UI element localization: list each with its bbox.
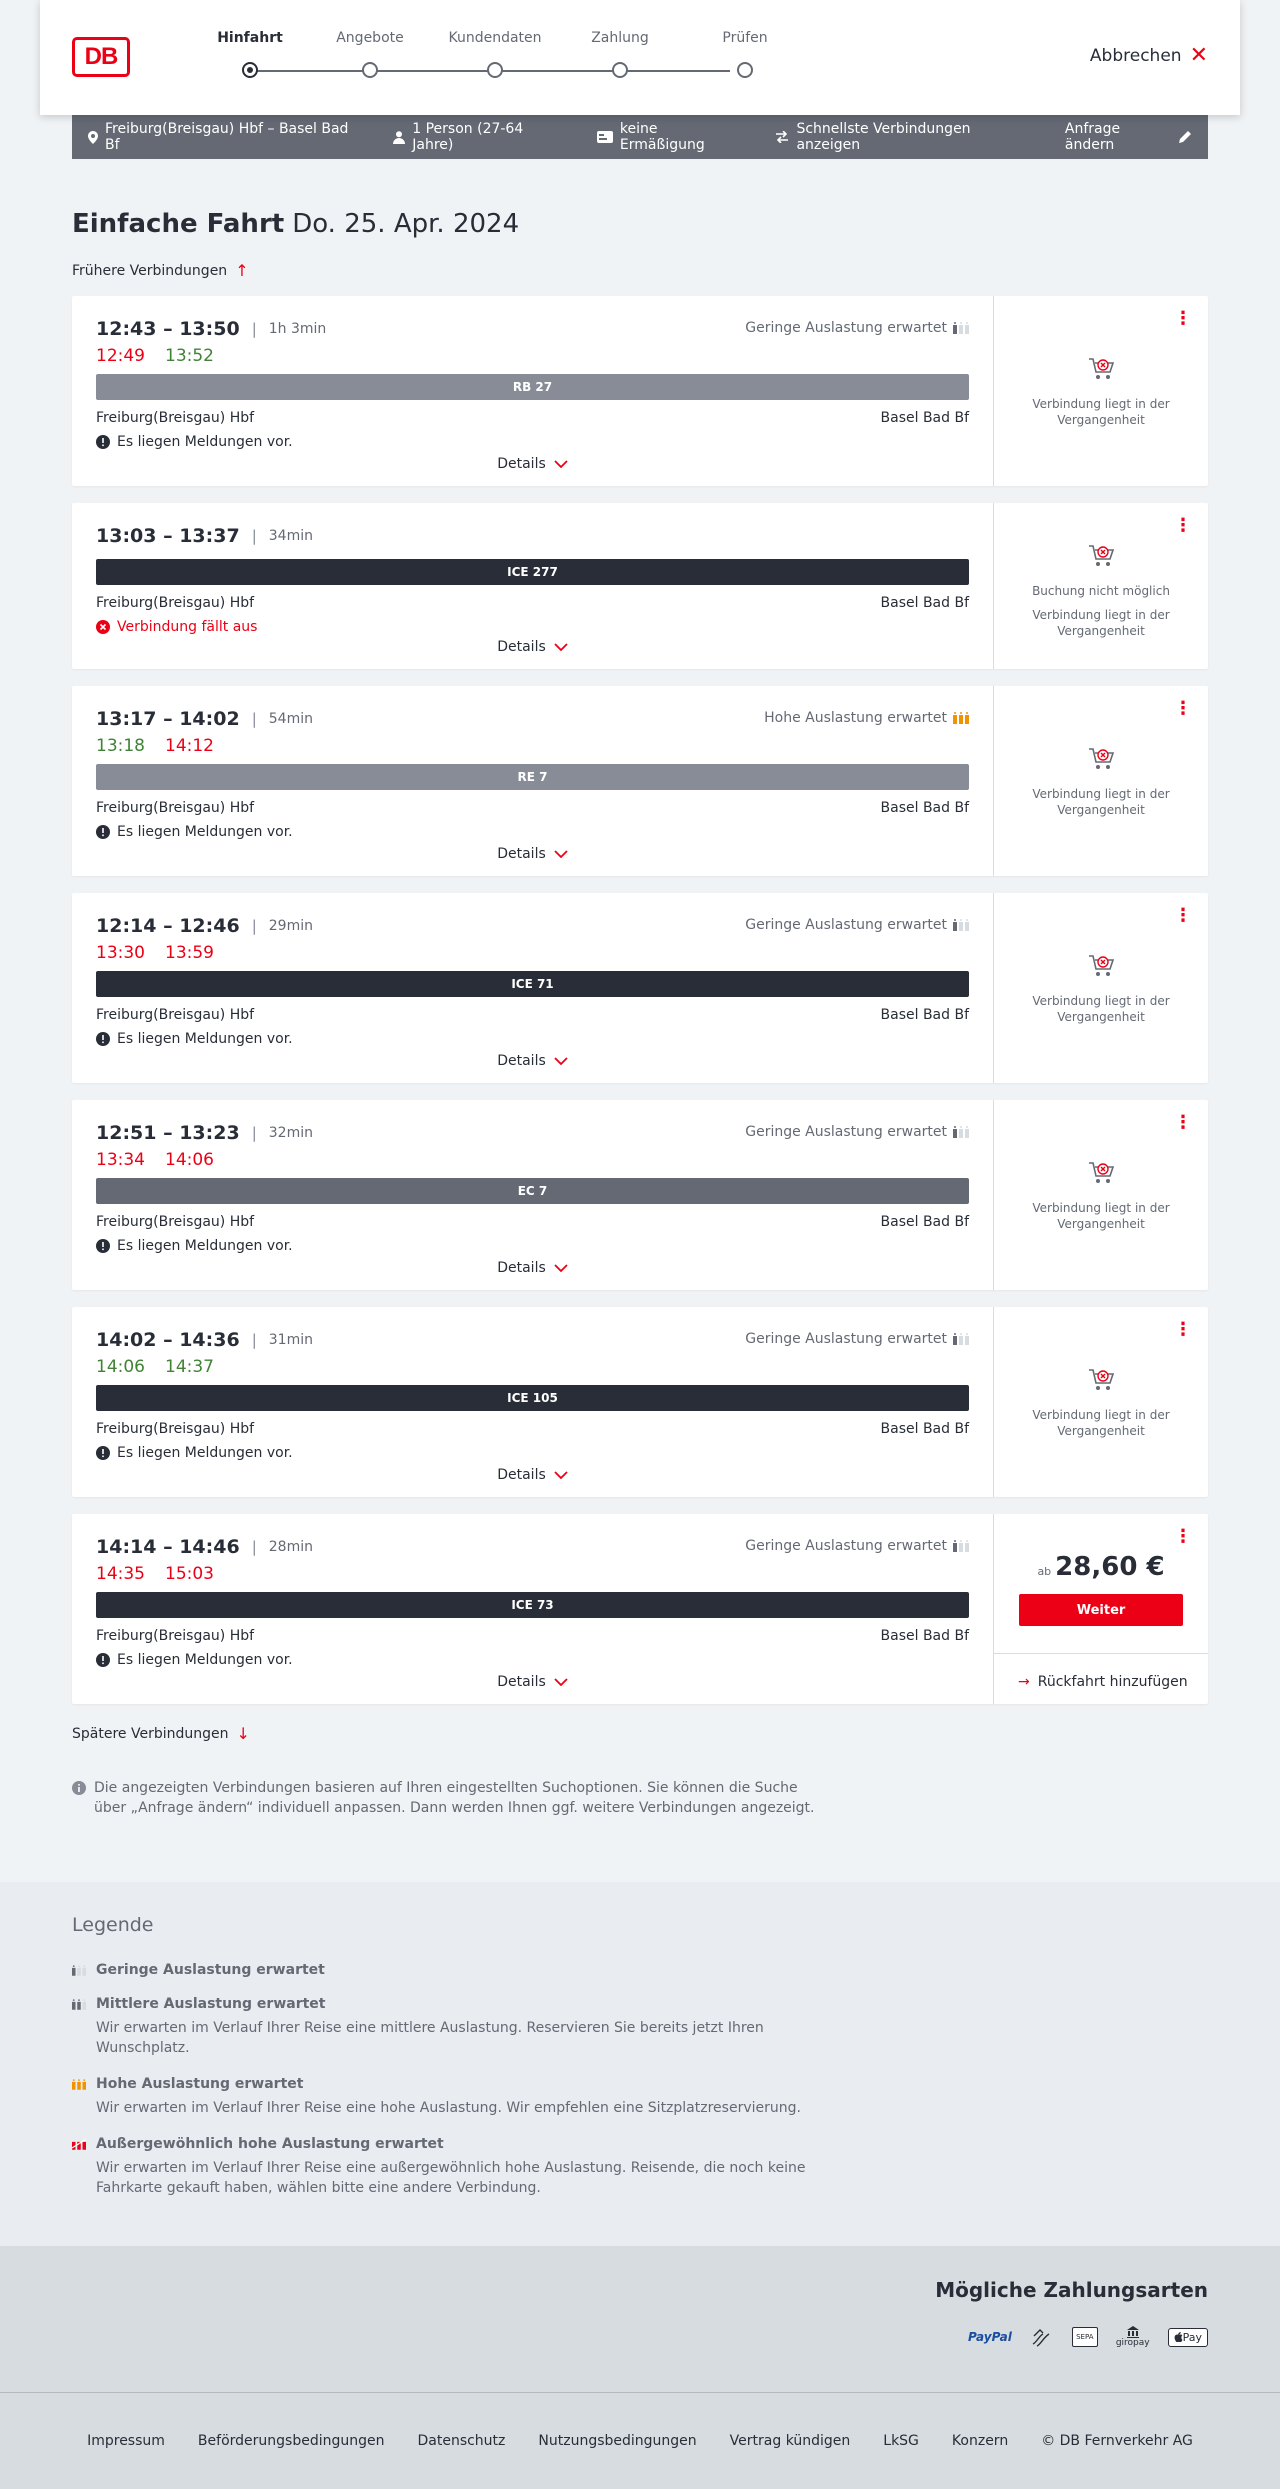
- step-label: Zahlung: [591, 30, 649, 46]
- realtime-times: [96, 1357, 969, 1379]
- cart-unavailable-icon: [1087, 356, 1115, 382]
- booking-stepper: [210, 30, 770, 90]
- origin-station: Freiburg(Breisgau) Hbf: [96, 800, 255, 816]
- alert-icon: [96, 1653, 110, 1667]
- footer-link-konzern[interactable]: Konzern: [951, 2433, 1009, 2449]
- stations: [96, 1214, 969, 1230]
- connection-card[interactable]: [72, 1100, 1208, 1290]
- train-bar[interactable]: RE 7: [96, 764, 969, 790]
- stations: [96, 1421, 969, 1437]
- past-notice: [994, 543, 1208, 639]
- legend-description: Wir erwarten im Verlauf Ihrer Reise eine mittlere Auslastung. Reservieren Sie bereits jetzt Ihren Wunschplatz.: [96, 2020, 764, 2056]
- step-dot: [737, 62, 753, 78]
- legend-label: Außergewöhnlich hohe Auslastung erwartet: [96, 2136, 444, 2152]
- edit-request-label: Anfrage ändern: [1064, 121, 1121, 153]
- cart-unavailable-icon: [1087, 1367, 1115, 1393]
- details-toggle[interactable]: [72, 1053, 993, 1069]
- info-note: [72, 1778, 832, 1818]
- details-toggle[interactable]: [72, 1674, 993, 1690]
- trip-date: Do. 25. Apr. 2024: [292, 209, 520, 239]
- duration: 54min: [268, 711, 313, 727]
- swap-arrows-icon: [775, 131, 789, 143]
- stations: [96, 595, 969, 611]
- details-label: Details: [497, 1467, 546, 1483]
- header: [40, 0, 1240, 115]
- origin-station: Freiburg(Breisgau) Hbf: [96, 1007, 255, 1023]
- load-indicator: [745, 1331, 969, 1347]
- booking-not-possible: Buchung nicht möglich: [1032, 584, 1170, 598]
- legend-item-title: [72, 2076, 1208, 2092]
- load-indicator: [745, 320, 969, 336]
- step-zahlung[interactable]: [560, 30, 680, 78]
- payment-title: Mögliche Zahlungsarten: [935, 2278, 1208, 2302]
- more-options-icon[interactable]: ⋮: [1174, 515, 1192, 536]
- past-notice: [994, 953, 1208, 1025]
- chevron-down-icon: [554, 643, 568, 651]
- load-indicator: [764, 710, 969, 726]
- booking-panel: [994, 1514, 1208, 1704]
- booking-panel: [994, 503, 1208, 669]
- realtime-departure: 14:06: [96, 1357, 145, 1377]
- load-low-icon: [953, 1540, 969, 1552]
- alert-icon: [96, 1446, 110, 1460]
- past-notice: [994, 1367, 1208, 1439]
- destination-station: Basel Bad Bf: [880, 595, 969, 611]
- separator: |: [251, 527, 257, 545]
- connection-times: [96, 525, 969, 547]
- train-bar[interactable]: EC 7: [96, 1178, 969, 1204]
- continue-button[interactable]: Weiter: [1019, 1594, 1183, 1626]
- load-text: Geringe Auslastung erwartet: [745, 917, 947, 933]
- realtime-departure: 14:35: [96, 1564, 145, 1584]
- arrow-right-icon: →: [1018, 1674, 1030, 1690]
- realtime-arrival: 13:52: [165, 346, 214, 366]
- destination-station: Basel Bad Bf: [880, 1214, 969, 1230]
- load-low-icon: [953, 1333, 969, 1345]
- past-notice: [994, 746, 1208, 818]
- apple-pay-icon: [1168, 2328, 1208, 2347]
- realtime-times: [96, 943, 969, 965]
- load-text: Geringe Auslastung erwartet: [745, 1124, 947, 1140]
- summary-persons: [393, 121, 565, 153]
- separator: |: [251, 1124, 257, 1142]
- separator: |: [251, 320, 257, 338]
- connection-card[interactable]: [72, 1514, 1208, 1704]
- details-toggle[interactable]: [72, 1260, 993, 1276]
- legend-item-medium: [72, 1996, 1208, 2058]
- past-text: Verbindung liegt in der Vergangenheit: [1032, 608, 1170, 638]
- step-dot: [362, 62, 378, 78]
- load-low-icon: [72, 1965, 86, 1976]
- message: [96, 824, 969, 840]
- planned-times: 14:02 – 14:36: [96, 1329, 240, 1351]
- price-box: [994, 1514, 1208, 1654]
- step-label: Hinfahrt: [217, 30, 283, 46]
- add-return-trip-button[interactable]: [1018, 1674, 1188, 1690]
- trip-type: Einfache Fahrt: [72, 209, 285, 239]
- booking-panel: [994, 1100, 1208, 1290]
- planned-times: 12:14 – 12:46: [96, 915, 240, 937]
- main-content: [72, 209, 1208, 1818]
- step-label: Prüfen: [722, 30, 768, 46]
- info-text: Die angezeigten Verbindungen basieren auf Ihren eingestellten Suchoptionen. Sie können die Suche über „Anfrage ändern“ individuell anpassen. Dann werden Ihnen ggf. weitere Verbindungen angezeigt.: [94, 1780, 815, 1816]
- separator: |: [251, 1538, 257, 1556]
- realtime-arrival: 13:59: [165, 943, 214, 963]
- connection-info: [72, 503, 994, 669]
- more-options-icon[interactable]: ⋮: [1174, 698, 1192, 719]
- chevron-down-icon: [554, 1264, 568, 1272]
- load-text: Geringe Auslastung erwartet: [745, 1331, 947, 1347]
- duration: 29min: [268, 918, 313, 934]
- realtime-times: [96, 346, 969, 368]
- later-connections-link[interactable]: [72, 1724, 1208, 1743]
- load-high-icon: [953, 712, 969, 724]
- origin-station: Freiburg(Breisgau) Hbf: [96, 410, 255, 426]
- step-dot: [487, 62, 503, 78]
- planned-times: 12:51 – 13:23: [96, 1122, 240, 1144]
- planned-times: 13:17 – 14:02: [96, 708, 240, 730]
- persons-text: 1 Person (27-64 Jahre): [412, 121, 524, 153]
- train-bar[interactable]: ICE 105: [96, 1385, 969, 1411]
- message-text: Es liegen Meldungen vor.: [117, 434, 293, 450]
- load-high-icon: [72, 2079, 86, 2090]
- details-toggle[interactable]: [72, 846, 993, 862]
- legend-title: Legende: [72, 1914, 154, 1936]
- separator: |: [251, 1331, 257, 1349]
- legend-item-title: [72, 1962, 1208, 1978]
- past-text: Verbindung liegt in der Vergangenheit: [1032, 1201, 1170, 1231]
- step-hinfahrt[interactable]: [190, 30, 310, 78]
- load-text: Geringe Auslastung erwartet: [745, 1538, 947, 1554]
- origin-station: Freiburg(Breisgau) Hbf: [96, 1214, 255, 1230]
- details-label: Details: [497, 1053, 546, 1069]
- footer-link-befoerderungsbedingungen[interactable]: Beförderungsbedingungen: [197, 2433, 385, 2449]
- footer-link-lksg[interactable]: LkSG: [883, 2433, 919, 2449]
- message-text: Es liegen Meldungen vor.: [117, 824, 293, 840]
- summary-route: [88, 121, 361, 153]
- load-medium-icon: [72, 1999, 86, 2010]
- origin-station: Freiburg(Breisgau) Hbf: [96, 1628, 255, 1644]
- route-text: Freiburg(Breisgau) Hbf – Basel Bad Bf: [105, 121, 349, 153]
- past-notice: [994, 1160, 1208, 1232]
- message: [96, 434, 969, 450]
- alert-icon: [96, 435, 110, 449]
- cancellation-message: [96, 619, 969, 635]
- load-low-icon: [953, 919, 969, 931]
- connection-card[interactable]: [72, 296, 1208, 486]
- past-text: Verbindung liegt in der Vergangenheit: [1032, 787, 1170, 817]
- planned-times: 12:43 – 13:50: [96, 318, 240, 340]
- message: [96, 1652, 969, 1668]
- booking-panel: [994, 1307, 1208, 1497]
- legend-item-title: [72, 2136, 1208, 2152]
- legend-item-low: [72, 1962, 1208, 1978]
- connection-info: [72, 686, 994, 876]
- copyright: © DB Fernverkehr AG: [1041, 2433, 1193, 2449]
- more-options-icon[interactable]: ⋮: [1174, 1112, 1192, 1133]
- stations: [96, 800, 969, 816]
- more-options-icon[interactable]: ⋮: [1174, 1319, 1192, 1340]
- cart-unavailable-icon: [1087, 1160, 1115, 1186]
- price-prefix: ab: [1037, 1565, 1052, 1578]
- booking-panel: [994, 893, 1208, 1083]
- realtime-times: [96, 1564, 969, 1586]
- past-text: Verbindung liegt in der Vergangenheit: [1032, 397, 1170, 427]
- load-indicator: [745, 917, 969, 933]
- realtime-arrival: 14:37: [165, 1357, 214, 1377]
- message-text: Es liegen Meldungen vor.: [117, 1445, 293, 1461]
- chevron-down-icon: [554, 1678, 568, 1686]
- realtime-times: [96, 1150, 969, 1172]
- chevron-down-icon: [554, 1471, 568, 1479]
- chevron-down-icon: [554, 850, 568, 858]
- past-text: Verbindung liegt in der Vergangenheit: [1032, 994, 1170, 1024]
- footer-link-datenschutz[interactable]: Datenschutz: [417, 2433, 506, 2449]
- realtime-arrival: 14:12: [165, 736, 214, 756]
- footer: [0, 2392, 1280, 2489]
- connection-info: [72, 893, 994, 1083]
- earlier-label: Frühere Verbindungen: [72, 262, 228, 279]
- connection-info: [72, 1307, 994, 1497]
- destination-station: Basel Bad Bf: [880, 410, 969, 426]
- more-options-icon[interactable]: ⋮: [1174, 905, 1192, 926]
- paypal-icon: PayPal: [968, 2330, 1012, 2344]
- duration: 34min: [268, 528, 313, 544]
- destination-station: Basel Bad Bf: [880, 1628, 969, 1644]
- legend-section: [0, 1882, 1280, 2246]
- db-logo[interactable]: DB: [72, 37, 130, 77]
- page-title: [72, 209, 1208, 239]
- separator: |: [251, 917, 257, 935]
- connection-card[interactable]: [72, 893, 1208, 1083]
- payment-methods-section: [0, 2246, 1280, 2392]
- more-options-icon[interactable]: ⋮: [1174, 308, 1192, 329]
- earlier-connections-link[interactable]: [72, 261, 1208, 280]
- later-label: Spätere Verbindungen: [72, 1725, 229, 1742]
- pencil-icon: [1178, 130, 1192, 144]
- mode-text: Schnellste Verbindungen anzeigen: [796, 121, 971, 153]
- connection-info: [72, 296, 994, 486]
- load-exceptional-icon: [72, 2139, 86, 2150]
- message-text: Verbindung fällt aus: [117, 619, 258, 635]
- alert-icon: [96, 1239, 110, 1253]
- load-text: Hohe Auslastung erwartet: [764, 710, 947, 726]
- arrow-up-icon: ↑: [235, 261, 249, 280]
- duration: 1h 3min: [268, 321, 327, 337]
- past-notice: [994, 356, 1208, 428]
- details-toggle[interactable]: [72, 456, 993, 472]
- booking-panel: [994, 686, 1208, 876]
- message-text: Es liegen Meldungen vor.: [117, 1031, 293, 1047]
- details-label: Details: [497, 1674, 546, 1690]
- footer-link-impressum[interactable]: Impressum: [87, 2433, 165, 2449]
- cancel-button[interactable]: [1089, 43, 1208, 68]
- load-low-icon: [953, 1126, 969, 1138]
- person-icon: [393, 131, 405, 144]
- cart-unavailable-icon: [1087, 953, 1115, 979]
- legend-description: Wir erwarten im Verlauf Ihrer Reise eine außergewöhnlich hohe Auslastung. Reisende, die noch keine Fahrkarte gekauft haben, wählen bitte eine andere Verbindung.: [96, 2160, 806, 2196]
- close-icon: ✕: [1189, 43, 1208, 68]
- load-text: Geringe Auslastung erwartet: [745, 320, 947, 336]
- alert-icon: [96, 1032, 110, 1046]
- more-options-icon[interactable]: ⋮: [1174, 1526, 1192, 1547]
- stations: [96, 410, 969, 426]
- message: [96, 1031, 969, 1047]
- realtime-times: [96, 736, 969, 758]
- legend-item-exceptional: [72, 2136, 1208, 2198]
- legend-item-title: [72, 1996, 1208, 2012]
- details-label: Details: [497, 846, 546, 862]
- step-dot: [612, 62, 628, 78]
- origin-station: Freiburg(Breisgau) Hbf: [96, 1421, 255, 1437]
- realtime-departure: 13:18: [96, 736, 145, 756]
- connection-info: [72, 1100, 994, 1290]
- train-bar[interactable]: ICE 277: [96, 559, 969, 585]
- destination-station: Basel Bad Bf: [880, 1007, 969, 1023]
- booking-panel: [994, 296, 1208, 486]
- cancel-circle-icon: [96, 620, 110, 634]
- summary-mode: [775, 121, 1032, 153]
- info-icon: [72, 1781, 86, 1795]
- step-pruefen[interactable]: [685, 30, 805, 78]
- destination-station: Basel Bad Bf: [880, 800, 969, 816]
- past-text: Verbindung liegt in der Vergangenheit: [1032, 1408, 1170, 1438]
- connection-info: [72, 1514, 994, 1704]
- details-label: Details: [497, 456, 546, 472]
- train-bar[interactable]: RB 27: [96, 374, 969, 400]
- step-angebote[interactable]: [310, 30, 430, 78]
- footer-link-nutzungsbedingungen[interactable]: Nutzungsbedingungen: [538, 2433, 697, 2449]
- legend-label: Mittlere Auslastung erwartet: [96, 1996, 326, 2012]
- cart-unavailable-icon: [1087, 746, 1115, 772]
- cart-unavailable-icon: [1087, 543, 1115, 569]
- stations: [96, 1007, 969, 1023]
- price: [994, 1552, 1208, 1582]
- arrow-down-icon: ↓: [236, 1724, 250, 1743]
- chevron-down-icon: [554, 1057, 568, 1065]
- connection-card[interactable]: [72, 1307, 1208, 1497]
- message-text: Es liegen Meldungen vor.: [117, 1652, 293, 1668]
- message: [96, 1238, 969, 1254]
- train-bar[interactable]: ICE 71: [96, 971, 969, 997]
- step-dot: [242, 62, 258, 78]
- discount-text: keine Ermäßigung: [619, 121, 705, 153]
- details-label: Details: [497, 1260, 546, 1276]
- return-label: Rückfahrt hinzufügen: [1037, 1674, 1188, 1690]
- load-indicator: [745, 1124, 969, 1140]
- sepa-icon: SEPA: [1072, 2327, 1098, 2347]
- separator: |: [251, 710, 257, 728]
- realtime-departure: 12:49: [96, 346, 145, 366]
- origin-station: Freiburg(Breisgau) Hbf: [96, 595, 255, 611]
- legend-label: Hohe Auslastung erwartet: [96, 2076, 304, 2092]
- stations: [96, 1628, 969, 1644]
- step-label: Kundendaten: [448, 30, 542, 46]
- details-toggle[interactable]: [72, 639, 993, 655]
- price-value: 28,60 €: [1055, 1552, 1165, 1582]
- load-low-icon: [953, 322, 969, 334]
- realtime-arrival: 15:03: [165, 1564, 214, 1584]
- duration: 32min: [268, 1125, 313, 1141]
- cancel-label: Abbrechen: [1089, 46, 1182, 66]
- legend-description: Wir erwarten im Verlauf Ihrer Reise eine hohe Auslastung. Wir empfehlen eine Sitzplatzreservierung.: [96, 2100, 801, 2116]
- realtime-departure: 13:30: [96, 943, 145, 963]
- payment-icons: [968, 2326, 1208, 2348]
- chevron-down-icon: [554, 460, 568, 468]
- apple-pay-label: Pay: [1182, 2330, 1202, 2344]
- load-indicator: [745, 1538, 969, 1554]
- duration: 28min: [268, 1539, 313, 1555]
- realtime-arrival: 14:06: [165, 1150, 214, 1170]
- edit-request-button[interactable]: [1065, 121, 1192, 153]
- message: [96, 1445, 969, 1461]
- step-kundendaten[interactable]: [435, 30, 555, 78]
- giropay-icon: [1116, 2326, 1150, 2348]
- card-icon: [597, 131, 613, 143]
- giropay-label: giropay: [1115, 2338, 1150, 2348]
- train-bar[interactable]: ICE 73: [96, 1592, 969, 1618]
- details-label: Details: [497, 639, 546, 655]
- planned-times: 14:14 – 14:46: [96, 1536, 240, 1558]
- message-text: Es liegen Meldungen vor.: [117, 1238, 293, 1254]
- legend-item-high: [72, 2076, 1208, 2118]
- duration: 31min: [268, 1332, 313, 1348]
- connection-card[interactable]: [72, 503, 1208, 669]
- planned-times: 13:03 – 13:37: [96, 525, 240, 547]
- details-toggle[interactable]: [72, 1467, 993, 1483]
- step-label: Angebote: [336, 30, 404, 46]
- direct-debit-icon: [1030, 2326, 1054, 2348]
- alert-icon: [96, 825, 110, 839]
- realtime-departure: 13:34: [96, 1150, 145, 1170]
- legend-label: Geringe Auslastung erwartet: [96, 1962, 325, 1978]
- destination-station: Basel Bad Bf: [880, 1421, 969, 1437]
- connection-card[interactable]: [72, 686, 1208, 876]
- summary-discount: [597, 121, 744, 153]
- location-pin-icon: [88, 131, 98, 144]
- search-summary-bar: [72, 115, 1208, 159]
- footer-link-vertrag-kuendigen[interactable]: Vertrag kündigen: [729, 2433, 851, 2449]
